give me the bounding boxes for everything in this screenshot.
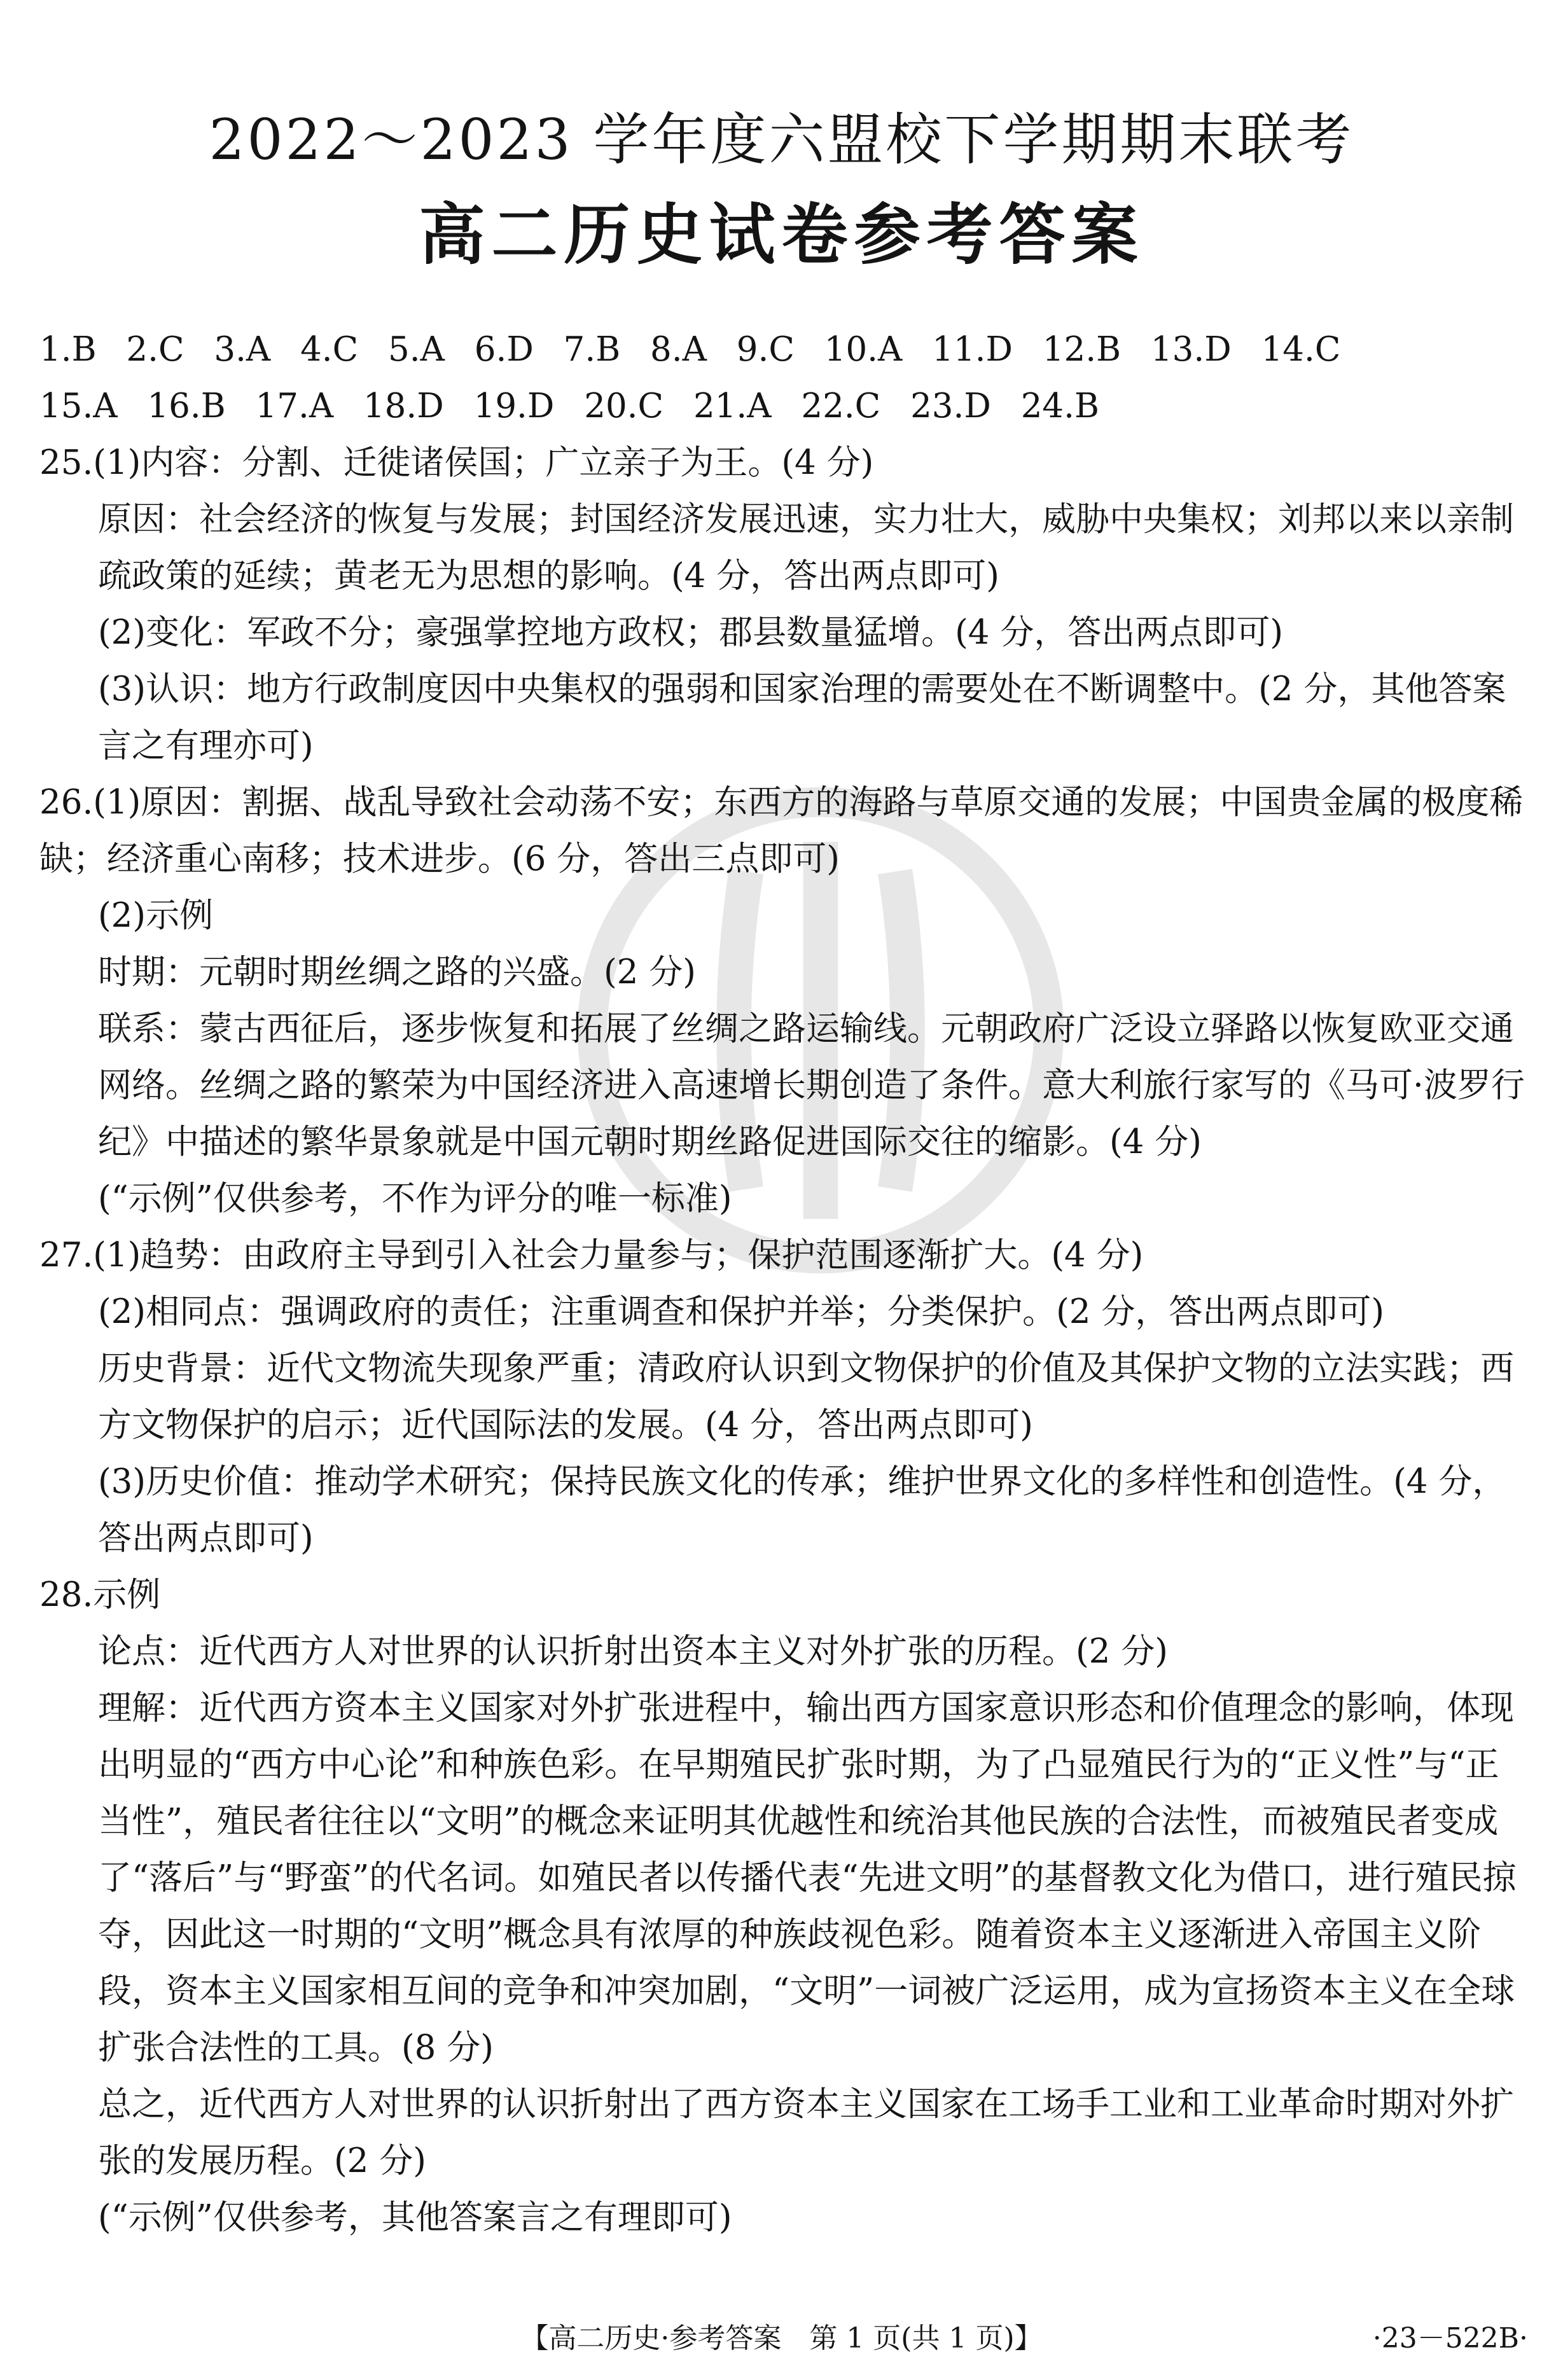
mc-answer: 8.A	[650, 330, 707, 369]
mc-answer: 14.C	[1261, 330, 1341, 369]
q25-part3: (3)认识：地方行政制度因中央集权的强弱和国家治理的需要处在不断调整中。(2 分，其他答案言之有理亦可)	[98, 670, 1506, 765]
mc-answers-row-1	[39, 321, 1531, 378]
q28-thesis: 论点：近代西方人对世界的认识折射出资本主义对外扩张的历程。(2 分)	[98, 1632, 1168, 1671]
mc-answer: 13.D	[1150, 330, 1232, 369]
mc-answer: 21.A	[693, 387, 772, 425]
mc-answer: 10.A	[824, 330, 903, 369]
mc-answer: 7.B	[563, 330, 621, 369]
q26-part2: (2)示例	[98, 896, 214, 935]
q26-connection: 联系：蒙古西征后，逐步恢复和拓展了丝绸之路运输线。元朝政府广泛设立驿路以恢复欧亚交通网络。丝绸之路的繁荣为中国经济进入高速增长期创造了条件。意大利旅行家写的《马可·波罗行纪》中描述的繁华景象就是中国元朝时期丝路促进国际交往的缩影。(4 分)	[98, 1009, 1525, 1161]
q27-part3: (3)历史价值：推动学术研究；保持民族文化的传承；维护世界文化的多样性和创造性。(4 分，答出两点即可)	[98, 1462, 1506, 1558]
q26-note: (“示例”仅供参考，不作为评分的唯一标准)	[98, 1179, 732, 1218]
footer-page-info: 【高二历史·参考答案 第 1 页(共 1 页)】	[520, 2322, 1043, 2355]
footer-code: ·23－522B·	[1372, 2322, 1528, 2355]
mc-answer: 12.B	[1042, 330, 1122, 369]
q26-part1: 26.(1)原因：割据、战乱导致社会动荡不安；东西方的海路与草原交通的发展；中国贵金属的极度稀缺；经济重心南移；技术进步。(6 分，答出三点即可)	[39, 783, 1524, 878]
mc-answer: 17.A	[255, 387, 334, 425]
q27-part1: 27.(1)趋势：由政府主导到引入社会力量参与；保护范围逐渐扩大。(4 分)	[39, 1236, 1144, 1275]
mc-answer: 3.A	[214, 330, 271, 369]
mc-answer: 23.D	[910, 387, 991, 425]
title-line-1: 2022～2023 学年度六盟校下学期期末联考	[209, 107, 1354, 172]
q28-explanation: 理解：近代西方资本主义国家对外扩张进程中，输出西方国家意识形态和价值理念的影响，体现出明显的“西方中心论”和种族色彩。在早期殖民扩张时期，为了凸显殖民行为的“正义性”与“正当性”，殖民者往往以“文明”的概念来证明其优越性和统治其他民族的合法性，而被殖民者变成了“落后”与“野蛮”的代名词。如殖民者以传播代表“先进文明”的基督教文化为借口，进行殖民掠夺，因此这一时期的“文明”概念具有浓厚的种族歧视色彩。随着资本主义逐渐进入帝国主义阶段，资本主义国家相互间的竞争和冲突加剧，“文明”一词被广泛运用，成为宣扬资本主义在全球扩张合法性的工具。(8 分)	[98, 1689, 1517, 2067]
mc-answer: 24.B	[1020, 387, 1099, 425]
mc-answer: 2.C	[126, 330, 184, 369]
mc-answer: 15.A	[39, 387, 118, 425]
title-line-2: 高二历史试卷参考答案	[419, 196, 1144, 273]
q25-part1: 25.(1)内容：分割、迁徙诸侯国；广立亲子为王。(4 分)	[39, 443, 874, 482]
q28-conclusion: 总之，近代西方人对世界的认识折射出了西方资本主义国家在工场手工业和工业革命时期对外扩张的发展历程。(2 分)	[98, 2085, 1514, 2180]
q26-period: 时期：元朝时期丝绸之路的兴盛。(2 分)	[98, 953, 696, 992]
q28-note: (“示例”仅供参考，其他答案言之有理即可)	[98, 2198, 732, 2237]
mc-answer: 11.D	[932, 330, 1013, 369]
mc-answer: 6.D	[474, 330, 534, 369]
mc-answer: 1.B	[39, 330, 97, 369]
mc-answer: 9.C	[736, 330, 795, 369]
mc-answer: 4.C	[300, 330, 359, 369]
q25-part2: (2)变化：军政不分；豪强掌控地方政权；郡县数量猛增。(4 分，答出两点即可)	[98, 613, 1283, 652]
answer-content	[39, 321, 1531, 2246]
mc-answers-row-2	[39, 378, 1531, 434]
mc-answer: 22.C	[801, 387, 881, 425]
q25-reason: 原因：社会经济的恢复与发展；封国经济发展迅速，实力壮大，威胁中央集权；刘邦以来以亲制疏政策的延续；黄老无为思想的影响。(4 分，答出两点即可)	[98, 500, 1514, 595]
q27-background: 历史背景：近代文物流失现象严重；清政府认识到文物保护的价值及其保护文物的立法实践；西方文物保护的启示；近代国际法的发展。(4 分，答出两点即可)	[98, 1349, 1514, 1444]
mc-answer: 16.B	[147, 387, 226, 425]
mc-answer: 5.A	[388, 330, 445, 369]
mc-answer: 20.C	[584, 387, 664, 425]
mc-answer: 19.D	[473, 387, 555, 425]
q28-heading: 28.示例	[39, 1575, 161, 1614]
mc-answer: 18.D	[363, 387, 444, 425]
q27-part2: (2)相同点：强调政府的责任；注重调查和保护并举；分类保护。(2 分，答出两点即可)	[98, 1292, 1384, 1331]
